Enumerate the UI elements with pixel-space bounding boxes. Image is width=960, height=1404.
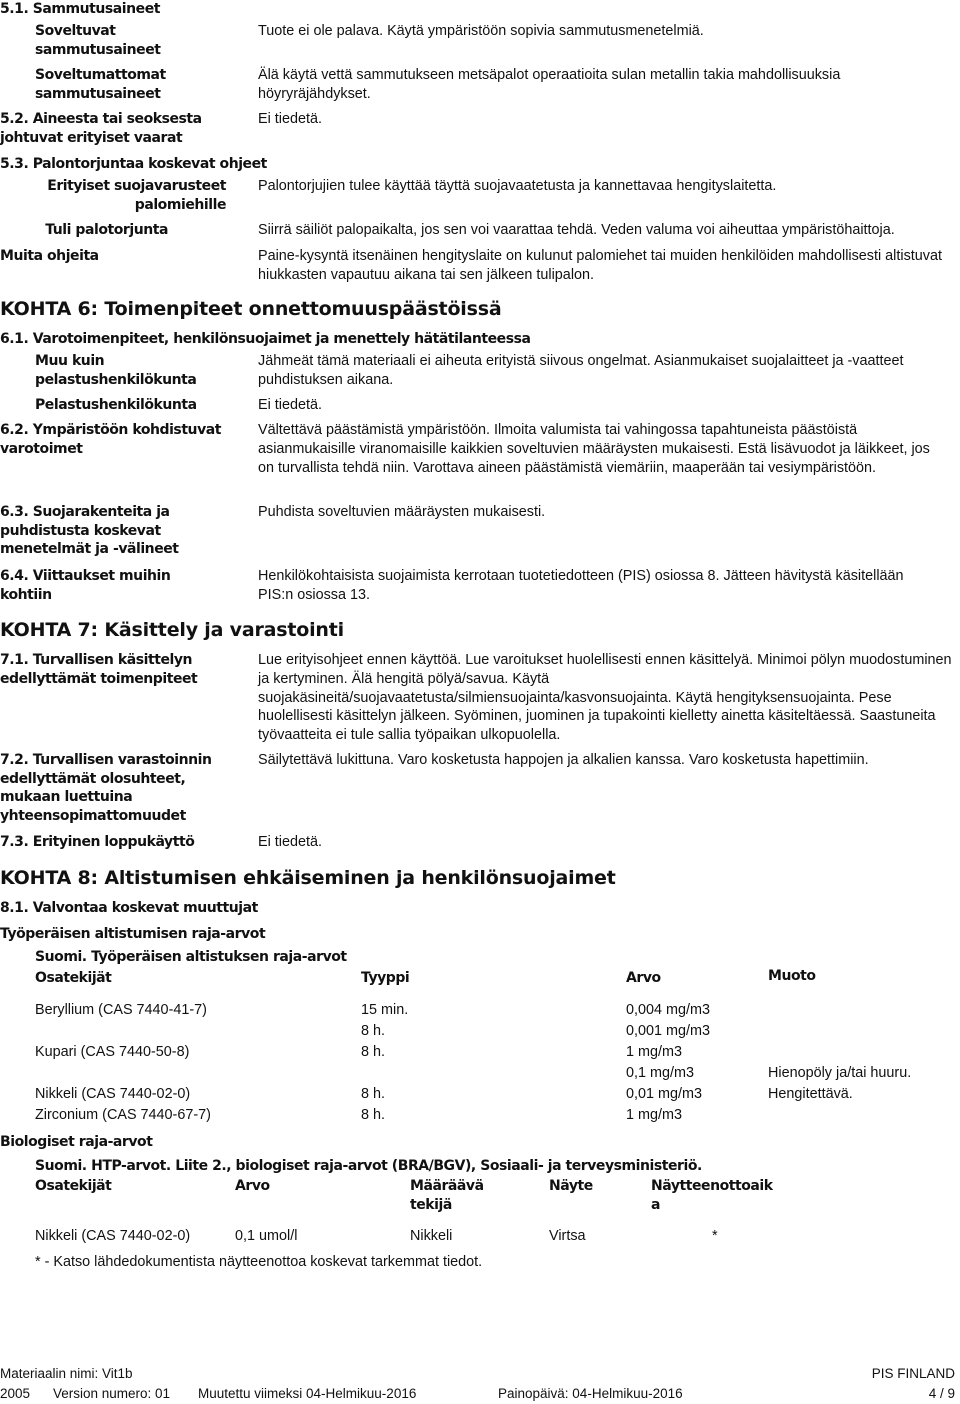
oel-table-title: Suomi. Työperäisen altistuksen raja-arvot	[35, 949, 347, 965]
section-6-3-value: Puhdista soveltuvien määräysten mukaisesti.	[258, 504, 546, 520]
non-emergency-label: Muu kuin pelastushenkilökunta	[35, 353, 197, 388]
footer-printed: Painopäivä: 04-Helmikuu-2016	[498, 1386, 683, 1401]
section-5-2-label: 5.2. Aineesta tai seoksesta johtuvat erityiset vaarat	[0, 111, 202, 146]
bio-table-title: Suomi. HTP-arvot. Liite 2., biologiset raja-arvot (BRA/BGV), Sosiaali- ja terveysministeriö.	[35, 1158, 702, 1174]
table-row-cell: 8 h.	[361, 1023, 386, 1039]
other-instructions-value: Paine-kysyntä itsenäinen hengityslaite on kulunut palomiehet tai muiden henkilöiden mahdollisesti altistuvat hiukkasten vapautuu aikana tai sen jälkeen tulipalon.	[258, 248, 942, 283]
emergency-responders-label: Pelastushenkilökunta	[35, 397, 197, 413]
fire-fighting-label: Tuli palotorjunta	[45, 222, 168, 238]
unsuitable-extinguishing-value: Älä käytä vettä sammutukseen metsäpalot operaatioita sulan metallin takia mahdollisuuksia höyryräjähdykset.	[258, 67, 841, 102]
section-8-1-title: 8.1. Valvontaa koskevat muuttujat	[0, 900, 258, 916]
unsuitable-extinguishing-label: Soveltumattomat sammutusaineet	[35, 67, 166, 102]
section-6-4-label: 6.4. Viittaukset muihin kohtiin	[0, 568, 171, 603]
oel-title: Työperäisen altistumisen raja-arvot	[0, 926, 266, 942]
bio-header-value: Arvo	[235, 1178, 270, 1194]
fire-fighting-value: Siirrä säiliöt palopaikalta, jos sen voi vaarattaa tehdä. Veden valuma voi aiheuttaa ympäristöhaittoja.	[258, 222, 895, 238]
table-row-cell: 0,001 mg/m3	[626, 1023, 710, 1039]
section-7-2-label: 7.2. Turvallisen varastoinnin edellyttämät olosuhteet, mukaan luettuina yhteensopimattomuudet	[0, 752, 212, 824]
oel-header-component: Osatekijät	[35, 970, 112, 986]
table-row-cell: Nikkeli	[410, 1228, 453, 1244]
oel-header-form: Muoto	[768, 968, 816, 984]
section-7-1-label: 7.1. Turvallisen käsittelyn edellyttämät toimenpiteet	[0, 652, 198, 687]
firefighter-equipment-label: Erityiset suojavarusteet palomiehille	[47, 178, 226, 213]
table-row-cell: 8 h.	[361, 1086, 386, 1102]
footer-material-name: Materiaalin nimi: Vit1b	[0, 1366, 133, 1381]
table-row-cell: Hienopöly ja/tai huuru.	[768, 1065, 912, 1081]
table-row-cell: *	[712, 1228, 718, 1244]
footer-version: Version numero: 01	[53, 1386, 171, 1401]
table-row-cell: 0,1 mg/m3	[626, 1065, 694, 1081]
suitable-extinguishing-label: Soveltuvat sammutusaineet	[35, 23, 161, 58]
section-6-1-title: 6.1. Varotoimenpiteet, henkilönsuojaimet ja menettely hätätilanteessa	[0, 331, 531, 347]
section-5-2-value: Ei tiedetä.	[258, 111, 322, 127]
table-row-cell: 1 mg/m3	[626, 1107, 682, 1123]
firefighter-equipment-value: Palontorjujien tulee käyttää täyttä suojavaatetusta ja kannettavaa hengityslaitetta.	[258, 178, 777, 194]
section-8-title: KOHTA 8: Altistumisen ehkäiseminen ja henkilönsuojaimet	[0, 867, 616, 889]
non-emergency-value: Jähmeät tämä materiaali ei aiheuta erityistä siivous ongelmat. Asianmukaiset suojalaitteet ja -vaatteet puhdistuksen aikana.	[258, 353, 904, 388]
section-5-1-title: 5.1. Sammutusaineet	[0, 1, 161, 17]
table-row-cell: 0,01 mg/m3	[626, 1086, 702, 1102]
bio-header-specimen: Näyte	[549, 1178, 593, 1194]
table-row-cell: 0,1 umol/l	[235, 1228, 298, 1244]
footer-code: 2005	[0, 1386, 31, 1401]
suitable-extinguishing-value: Tuote ei ole palava. Käytä ympäristöön sopivia sammutusmenetelmiä.	[258, 23, 704, 39]
oel-header-type: Tyyppi	[361, 970, 410, 986]
section-7-1-value: Lue erityisohjeet ennen käyttöä. Lue varoitukset huolellisesti ennen käsittelyä. Minimoi pölyn muodostuminen ja kertyminen. Älä hengitä pölyä/savua. Käytä suojakäsineitä/suojavaatetusta/silmiensuojainta/kasvonsuojainta. Käytä hengityksensuojainta. Pese huolellisesti käsittelyn jälkeen. Syöminen, juominen ja tupakointi kielletty ainetta käsiteltäessä. Saastuneita työvaatteita ei tule sallia työpaikan ulkopuolella.	[258, 652, 952, 744]
table-row-cell: Beryllium (CAS 7440-41-7)	[35, 1002, 207, 1018]
footer-company: PIS FINLAND	[871, 1366, 955, 1381]
bio-header-sampling-time: Näytteenottoaik a	[651, 1178, 773, 1213]
section-6-3-label: 6.3. Suojarakenteita ja puhdistusta koskevat menetelmät ja -välineet	[0, 504, 179, 557]
table-row-cell: 15 min.	[361, 1002, 409, 1018]
section-7-title: KOHTA 7: Käsittely ja varastointi	[0, 619, 344, 641]
emergency-responders-value: Ei tiedetä.	[258, 397, 322, 413]
table-row-cell: 1 mg/m3	[626, 1044, 682, 1060]
table-row-cell: Hengitettävä.	[768, 1086, 853, 1102]
section-7-3-value: Ei tiedetä.	[258, 834, 322, 850]
bio-note: * - Katso lähdedokumentista näytteenottoa koskevat tarkemmat tiedot.	[35, 1254, 483, 1270]
table-row-cell: Zirconium (CAS 7440-67-7)	[35, 1107, 211, 1123]
section-5-3-title: 5.3. Palontorjuntaa koskevat ohjeet	[0, 156, 267, 172]
table-row-cell: 8 h.	[361, 1107, 386, 1123]
footer-modified: Muutettu viimeksi 04-Helmikuu-2016	[198, 1386, 417, 1401]
section-6-title: KOHTA 6: Toimenpiteet onnettomuuspäästöissä	[0, 298, 502, 320]
section-6-2-value: Vältettävä päästämistä ympäristöön. Ilmoita valumista tai vahingossa tapahtuneista päästöistä asianmukaisille viranomaisille kaikkien soveltuvien määräysten mukaisesti. Estä lisävuodot ja läikkeet, jos on turvallista tehdä niin. Varottava aineen päästämistä viemäriin, maaperään tai vesiympäristöön.	[258, 422, 930, 476]
footer-page-number: 4 / 9	[928, 1386, 955, 1401]
oel-header-value: Arvo	[626, 970, 661, 986]
table-row-cell: 0,004 mg/m3	[626, 1002, 710, 1018]
section-7-3-label: 7.3. Erityinen loppukäyttö	[0, 834, 195, 850]
table-row-cell: 8 h.	[361, 1044, 386, 1060]
table-row-cell: Kupari (CAS 7440-50-8)	[35, 1044, 190, 1060]
table-row-cell: Nikkeli (CAS 7440-02-0)	[35, 1086, 191, 1102]
table-row-cell: Nikkeli (CAS 7440-02-0)	[35, 1228, 191, 1244]
table-row-cell: Virtsa	[549, 1228, 586, 1244]
section-6-4-value: Henkilökohtaisista suojaimista kerrotaan tuotetiedotteen (PIS) osiossa 8. Jätteen hävitystä käsitellään PIS:n osiossa 13.	[258, 568, 904, 603]
section-6-2-label: 6.2. Ympäristöön kohdistuvat varotoimet	[0, 422, 221, 457]
bio-title: Biologiset raja-arvot	[0, 1134, 153, 1150]
section-7-2-value: Säilytettävä lukittuna. Varo kosketusta happojen ja alkalien kanssa. Varo kosketusta hapettimiin.	[258, 752, 869, 768]
other-instructions-label: Muita ohjeita	[0, 248, 99, 264]
bio-header-component: Osatekijät	[35, 1178, 112, 1194]
bio-header-determinant: Määräävä tekijä	[410, 1178, 484, 1213]
